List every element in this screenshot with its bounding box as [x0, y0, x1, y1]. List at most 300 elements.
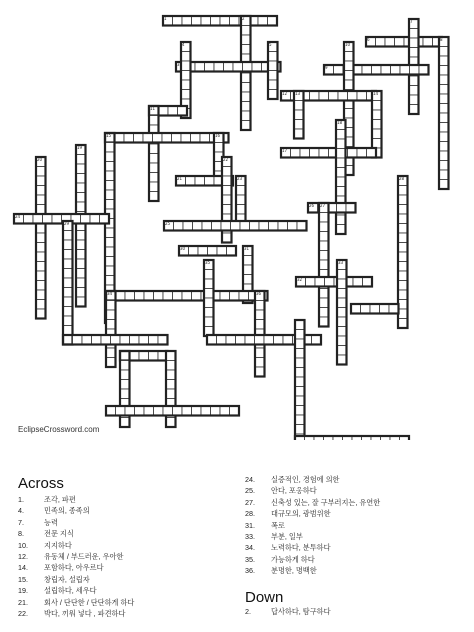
grid-cell[interactable]	[295, 349, 305, 359]
grid-cell[interactable]	[63, 316, 73, 326]
grid-cell[interactable]	[182, 16, 192, 26]
grid-cell[interactable]	[439, 47, 449, 57]
grid-cell[interactable]	[202, 221, 212, 231]
grid-cell[interactable]	[189, 246, 199, 256]
grid-cell[interactable]	[357, 91, 367, 101]
grid-cell[interactable]	[239, 291, 249, 301]
grid-cell[interactable]	[241, 26, 251, 36]
grid-cell[interactable]	[212, 221, 222, 231]
grid-cell[interactable]	[63, 326, 73, 336]
grid-cell[interactable]	[310, 91, 320, 101]
grid-cell[interactable]	[319, 289, 329, 299]
grid-cell[interactable]	[144, 406, 154, 416]
grid-cell[interactable]	[205, 62, 215, 72]
grid-cell[interactable]	[240, 221, 250, 231]
grid-cell[interactable]	[120, 418, 130, 428]
grid-cell[interactable]	[423, 37, 433, 47]
grid-cell[interactable]	[220, 291, 230, 301]
grid-cell[interactable]	[336, 149, 346, 159]
grid-cell[interactable]	[230, 406, 240, 416]
grid-cell[interactable]	[36, 252, 46, 262]
grid-cell[interactable]	[391, 65, 401, 75]
grid-cell[interactable]	[319, 232, 329, 242]
grid-cell[interactable]	[158, 335, 168, 345]
grid-cell[interactable]	[300, 148, 310, 158]
grid-cell[interactable]	[130, 351, 140, 361]
grid-cell[interactable]	[36, 309, 46, 319]
grid-cell[interactable]	[372, 129, 382, 139]
grid-cell[interactable]	[204, 279, 214, 289]
grid-cell[interactable]	[105, 143, 115, 153]
grid-cell[interactable]	[149, 173, 159, 183]
grid-cell[interactable]	[337, 289, 347, 299]
grid-cell[interactable]	[439, 161, 449, 171]
grid-cell[interactable]	[398, 271, 408, 281]
grid-cell[interactable]	[76, 240, 86, 250]
grid-cell[interactable]	[243, 275, 253, 285]
grid-cell[interactable]	[243, 62, 253, 72]
grid-cell[interactable]	[329, 91, 339, 101]
grid-cell[interactable]	[398, 195, 408, 205]
grid-cell[interactable]	[144, 291, 154, 301]
grid-cell[interactable]	[268, 71, 278, 81]
grid-cell[interactable]	[241, 45, 251, 55]
grid-cell[interactable]	[221, 221, 231, 231]
grid-cell[interactable]	[410, 65, 420, 75]
grid-cell[interactable]	[398, 319, 408, 329]
grid-cell[interactable]	[319, 298, 329, 308]
grid-cell[interactable]	[36, 271, 46, 281]
grid-cell[interactable]	[159, 106, 169, 116]
grid-cell[interactable]	[439, 170, 449, 180]
grid-cell[interactable]	[143, 133, 153, 143]
grid-cell[interactable]	[101, 335, 111, 345]
grid-cell[interactable]	[295, 387, 305, 397]
grid-cell[interactable]	[105, 200, 115, 210]
grid-cell[interactable]	[222, 167, 232, 177]
grid-cell[interactable]	[241, 102, 251, 112]
grid-cell[interactable]	[204, 270, 214, 280]
grid-cell[interactable]	[409, 48, 419, 58]
grid-cell[interactable]	[338, 91, 348, 101]
grid-cell[interactable]	[398, 243, 408, 253]
grid-cell[interactable]	[409, 29, 419, 39]
grid-cell[interactable]	[344, 61, 354, 71]
grid-cell[interactable]	[241, 92, 251, 102]
grid-cell[interactable]	[268, 80, 278, 90]
grid-cell[interactable]	[181, 133, 191, 143]
grid-cell[interactable]	[295, 406, 305, 416]
grid-cell[interactable]	[372, 139, 382, 149]
grid-cell[interactable]	[353, 277, 363, 287]
grid-cell[interactable]	[380, 304, 390, 314]
grid-cell[interactable]	[178, 106, 188, 116]
grid-cell[interactable]	[230, 16, 240, 26]
grid-cell[interactable]	[236, 205, 246, 215]
grid-cell[interactable]	[153, 133, 163, 143]
grid-cell[interactable]	[166, 418, 176, 428]
grid-cell[interactable]	[76, 297, 86, 307]
grid-cell[interactable]	[139, 351, 149, 361]
grid-cell[interactable]	[36, 224, 46, 234]
grid-cell[interactable]	[288, 221, 298, 231]
grid-cell[interactable]	[241, 121, 251, 131]
grid-cell[interactable]	[220, 406, 230, 416]
grid-cell[interactable]	[207, 335, 217, 345]
grid-cell[interactable]	[310, 148, 320, 158]
grid-cell[interactable]	[63, 269, 73, 279]
grid-cell[interactable]	[106, 358, 116, 368]
grid-cell[interactable]	[52, 214, 62, 224]
grid-cell[interactable]	[294, 110, 304, 120]
grid-cell[interactable]	[400, 65, 410, 75]
grid-cell[interactable]	[36, 176, 46, 186]
grid-cell[interactable]	[105, 152, 115, 162]
grid-cell[interactable]	[106, 348, 116, 358]
grid-cell[interactable]	[63, 278, 73, 288]
grid-cell[interactable]	[312, 335, 322, 345]
grid-cell[interactable]	[33, 214, 43, 224]
grid-cell[interactable]	[295, 358, 305, 368]
grid-cell[interactable]	[204, 298, 214, 308]
grid-cell[interactable]	[120, 361, 130, 371]
grid-cell[interactable]	[76, 269, 86, 279]
grid-cell[interactable]	[105, 257, 115, 267]
grid-cell[interactable]	[36, 290, 46, 300]
grid-cell[interactable]	[226, 335, 236, 345]
grid-cell[interactable]	[344, 71, 354, 81]
grid-cell[interactable]	[419, 65, 429, 75]
grid-cell[interactable]	[173, 291, 183, 301]
grid-cell[interactable]	[269, 221, 279, 231]
grid-cell[interactable]	[204, 317, 214, 327]
grid-cell[interactable]	[398, 205, 408, 215]
grid-cell[interactable]	[63, 231, 73, 241]
grid-cell[interactable]	[295, 330, 305, 340]
grid-cell[interactable]	[106, 310, 116, 320]
grid-cell[interactable]	[439, 113, 449, 123]
grid-cell[interactable]	[115, 133, 125, 143]
grid-cell[interactable]	[214, 62, 224, 72]
grid-cell[interactable]	[283, 335, 293, 345]
grid-cell[interactable]	[217, 335, 227, 345]
grid-cell[interactable]	[166, 361, 176, 371]
grid-cell[interactable]	[24, 214, 34, 224]
grid-cell[interactable]	[135, 406, 145, 416]
grid-cell[interactable]	[116, 406, 126, 416]
grid-cell[interactable]	[124, 133, 134, 143]
grid-cell[interactable]	[105, 238, 115, 248]
grid-cell[interactable]	[336, 177, 346, 187]
grid-cell[interactable]	[294, 120, 304, 130]
grid-cell[interactable]	[120, 351, 130, 361]
grid-cell[interactable]	[211, 406, 221, 416]
grid-cell[interactable]	[222, 176, 232, 186]
grid-cell[interactable]	[191, 133, 201, 143]
grid-cell[interactable]	[398, 252, 408, 262]
grid-cell[interactable]	[63, 335, 73, 345]
grid-cell[interactable]	[245, 335, 255, 345]
grid-cell[interactable]	[337, 327, 347, 337]
grid-cell[interactable]	[336, 168, 346, 178]
grid-cell[interactable]	[130, 335, 140, 345]
grid-cell[interactable]	[198, 246, 208, 256]
grid-cell[interactable]	[398, 224, 408, 234]
grid-cell[interactable]	[295, 368, 305, 378]
grid-cell[interactable]	[255, 348, 265, 358]
grid-cell[interactable]	[336, 139, 346, 149]
grid-cell[interactable]	[439, 75, 449, 85]
grid-cell[interactable]	[76, 278, 86, 288]
grid-cell[interactable]	[120, 370, 130, 380]
grid-cell[interactable]	[319, 91, 329, 101]
grid-cell[interactable]	[227, 246, 237, 256]
grid-cell[interactable]	[181, 71, 191, 81]
grid-cell[interactable]	[76, 174, 86, 184]
grid-cell[interactable]	[439, 151, 449, 161]
grid-cell[interactable]	[36, 186, 46, 196]
grid-cell[interactable]	[76, 183, 86, 193]
grid-cell[interactable]	[268, 90, 278, 100]
grid-cell[interactable]	[149, 116, 159, 126]
grid-cell[interactable]	[154, 291, 164, 301]
grid-cell[interactable]	[258, 16, 268, 26]
grid-cell[interactable]	[230, 291, 240, 301]
grid-cell[interactable]	[319, 260, 329, 270]
grid-cell[interactable]	[105, 181, 115, 191]
grid-cell[interactable]	[105, 228, 115, 238]
grid-cell[interactable]	[163, 291, 173, 301]
grid-cell[interactable]	[105, 247, 115, 257]
grid-cell[interactable]	[36, 281, 46, 291]
grid-cell[interactable]	[105, 266, 115, 276]
grid-cell[interactable]	[337, 279, 347, 289]
grid-cell[interactable]	[337, 308, 347, 318]
grid-cell[interactable]	[439, 123, 449, 133]
grid-cell[interactable]	[222, 233, 232, 243]
grid-cell[interactable]	[336, 130, 346, 140]
grid-cell[interactable]	[337, 346, 347, 356]
grid-cell[interactable]	[192, 406, 202, 416]
grid-cell[interactable]	[220, 16, 230, 26]
grid-cell[interactable]	[217, 246, 227, 256]
grid-cell[interactable]	[186, 176, 196, 186]
grid-cell[interactable]	[241, 35, 251, 45]
grid-cell[interactable]	[385, 37, 395, 47]
grid-cell[interactable]	[250, 221, 260, 231]
grid-cell[interactable]	[193, 221, 203, 231]
grid-cell[interactable]	[319, 317, 329, 327]
grid-cell[interactable]	[181, 80, 191, 90]
grid-cell[interactable]	[76, 259, 86, 269]
grid-cell[interactable]	[295, 377, 305, 387]
grid-cell[interactable]	[255, 367, 265, 377]
grid-cell[interactable]	[166, 351, 176, 361]
grid-cell[interactable]	[106, 301, 116, 311]
grid-cell[interactable]	[363, 277, 373, 287]
grid-cell[interactable]	[76, 250, 86, 260]
grid-cell[interactable]	[105, 162, 115, 172]
grid-cell[interactable]	[73, 335, 83, 345]
grid-cell[interactable]	[295, 339, 305, 349]
grid-cell[interactable]	[319, 308, 329, 318]
grid-cell[interactable]	[351, 304, 361, 314]
grid-cell[interactable]	[241, 73, 251, 83]
grid-cell[interactable]	[315, 277, 325, 287]
grid-cell[interactable]	[319, 241, 329, 251]
grid-cell[interactable]	[439, 56, 449, 66]
grid-cell[interactable]	[120, 335, 130, 345]
grid-cell[interactable]	[372, 120, 382, 130]
grid-cell[interactable]	[149, 163, 159, 173]
grid-cell[interactable]	[120, 380, 130, 390]
grid-cell[interactable]	[181, 61, 191, 71]
grid-cell[interactable]	[319, 251, 329, 261]
grid-cell[interactable]	[162, 133, 172, 143]
grid-cell[interactable]	[125, 291, 135, 301]
grid-cell[interactable]	[36, 243, 46, 253]
grid-cell[interactable]	[439, 66, 449, 76]
grid-cell[interactable]	[166, 370, 176, 380]
grid-cell[interactable]	[294, 101, 304, 111]
grid-cell[interactable]	[92, 335, 102, 345]
grid-cell[interactable]	[63, 240, 73, 250]
grid-cell[interactable]	[439, 94, 449, 104]
grid-cell[interactable]	[173, 406, 183, 416]
grid-cell[interactable]	[63, 259, 73, 269]
grid-cell[interactable]	[336, 215, 346, 225]
grid-cell[interactable]	[398, 186, 408, 196]
grid-cell[interactable]	[125, 406, 135, 416]
grid-cell[interactable]	[252, 62, 262, 72]
grid-cell[interactable]	[105, 171, 115, 181]
grid-cell[interactable]	[36, 195, 46, 205]
grid-cell[interactable]	[201, 406, 211, 416]
grid-cell[interactable]	[306, 277, 316, 287]
grid-cell[interactable]	[172, 133, 182, 143]
grid-cell[interactable]	[166, 389, 176, 399]
grid-cell[interactable]	[398, 214, 408, 224]
grid-cell[interactable]	[163, 406, 173, 416]
grid-cell[interactable]	[222, 205, 232, 215]
grid-cell[interactable]	[192, 16, 202, 26]
grid-cell[interactable]	[398, 290, 408, 300]
grid-cell[interactable]	[389, 304, 399, 314]
grid-cell[interactable]	[36, 233, 46, 243]
grid-cell[interactable]	[372, 65, 382, 75]
grid-cell[interactable]	[224, 62, 234, 72]
grid-cell[interactable]	[264, 335, 274, 345]
grid-cell[interactable]	[76, 288, 86, 298]
grid-cell[interactable]	[336, 225, 346, 235]
grid-cell[interactable]	[149, 154, 159, 164]
grid-cell[interactable]	[181, 90, 191, 100]
grid-cell[interactable]	[344, 109, 354, 119]
grid-cell[interactable]	[111, 335, 121, 345]
grid-cell[interactable]	[208, 246, 218, 256]
grid-cell[interactable]	[201, 16, 211, 26]
grid-cell[interactable]	[376, 37, 386, 47]
grid-cell[interactable]	[233, 62, 243, 72]
grid-cell[interactable]	[409, 86, 419, 96]
grid-cell[interactable]	[76, 231, 86, 241]
grid-cell[interactable]	[255, 358, 265, 368]
grid-cell[interactable]	[76, 193, 86, 203]
grid-cell[interactable]	[336, 158, 346, 168]
grid-cell[interactable]	[372, 110, 382, 120]
grid-cell[interactable]	[154, 406, 164, 416]
grid-cell[interactable]	[106, 320, 116, 330]
grid-cell[interactable]	[319, 222, 329, 232]
grid-cell[interactable]	[236, 335, 246, 345]
grid-cell[interactable]	[294, 129, 304, 139]
grid-cell[interactable]	[409, 76, 419, 86]
grid-cell[interactable]	[204, 308, 214, 318]
grid-cell[interactable]	[120, 389, 130, 399]
grid-cell[interactable]	[255, 301, 265, 311]
grid-cell[interactable]	[370, 304, 380, 314]
grid-cell[interactable]	[43, 214, 53, 224]
grid-cell[interactable]	[105, 276, 115, 286]
grid-cell[interactable]	[319, 148, 329, 158]
grid-cell[interactable]	[63, 307, 73, 317]
grid-cell[interactable]	[398, 281, 408, 291]
grid-cell[interactable]	[337, 317, 347, 327]
grid-cell[interactable]	[182, 291, 192, 301]
grid-cell[interactable]	[36, 300, 46, 310]
grid-cell[interactable]	[336, 187, 346, 197]
grid-cell[interactable]	[195, 176, 205, 186]
grid-cell[interactable]	[168, 106, 178, 116]
grid-cell[interactable]	[243, 256, 253, 266]
grid-cell[interactable]	[243, 265, 253, 275]
grid-cell[interactable]	[295, 320, 305, 330]
grid-cell[interactable]	[348, 91, 358, 101]
grid-cell[interactable]	[231, 221, 241, 231]
grid-cell[interactable]	[63, 297, 73, 307]
grid-cell[interactable]	[181, 52, 191, 62]
grid-cell[interactable]	[183, 221, 193, 231]
grid-cell[interactable]	[255, 335, 265, 345]
grid-cell[interactable]	[135, 291, 145, 301]
grid-cell[interactable]	[268, 16, 278, 26]
grid-cell[interactable]	[236, 195, 246, 205]
grid-cell[interactable]	[100, 214, 110, 224]
grid-cell[interactable]	[367, 148, 377, 158]
grid-cell[interactable]	[204, 289, 214, 299]
grid-cell[interactable]	[346, 203, 356, 213]
grid-cell[interactable]	[337, 355, 347, 365]
grid-cell[interactable]	[76, 164, 86, 174]
grid-cell[interactable]	[90, 214, 100, 224]
grid-cell[interactable]	[439, 104, 449, 114]
grid-cell[interactable]	[337, 298, 347, 308]
grid-cell[interactable]	[149, 144, 159, 154]
grid-cell[interactable]	[236, 186, 246, 196]
grid-cell[interactable]	[195, 62, 205, 72]
grid-cell[interactable]	[105, 190, 115, 200]
grid-cell[interactable]	[337, 203, 347, 213]
grid-cell[interactable]	[205, 176, 215, 186]
grid-cell[interactable]	[344, 52, 354, 62]
grid-cell[interactable]	[439, 180, 449, 190]
grid-cell[interactable]	[274, 335, 284, 345]
grid-cell[interactable]	[241, 111, 251, 121]
grid-cell[interactable]	[268, 52, 278, 62]
grid-cell[interactable]	[348, 148, 358, 158]
grid-cell[interactable]	[372, 101, 382, 111]
grid-cell[interactable]	[255, 320, 265, 330]
